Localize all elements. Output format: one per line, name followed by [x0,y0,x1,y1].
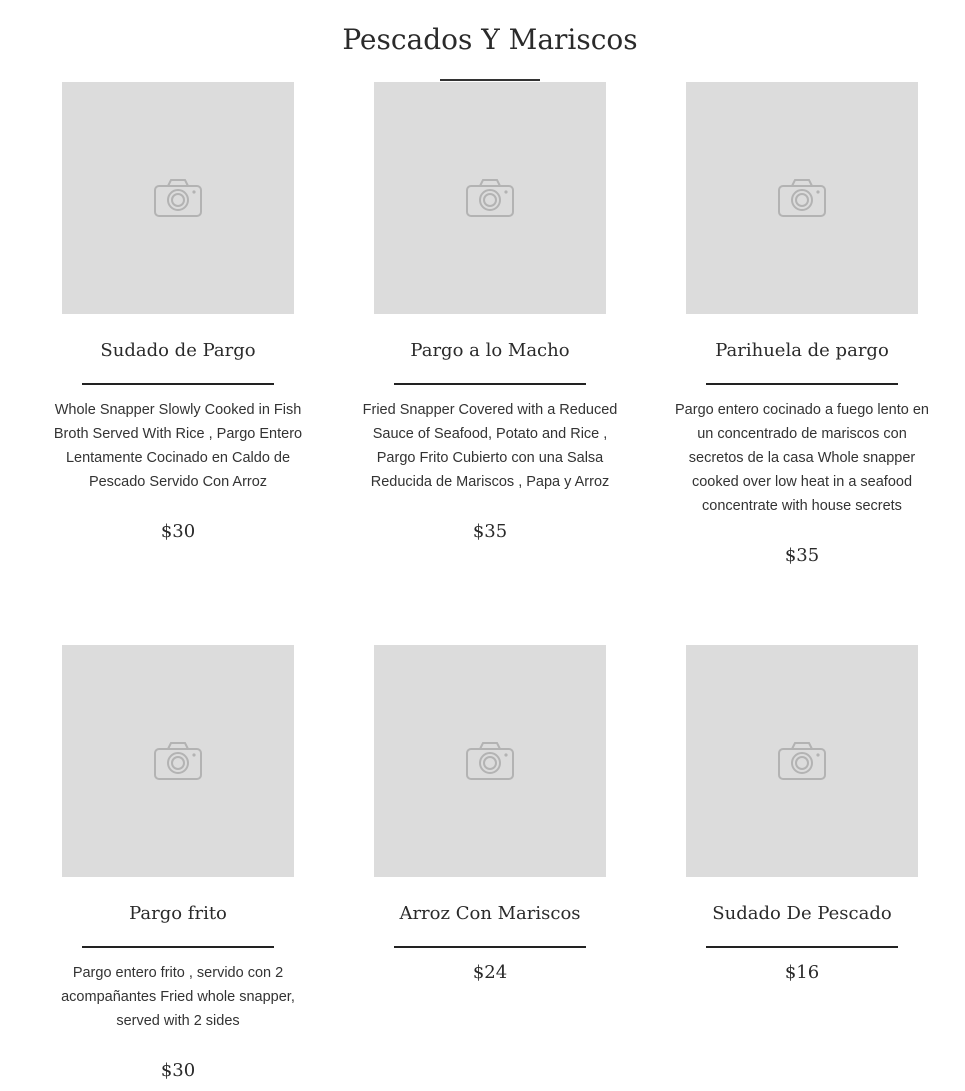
item-description: Whole Snapper Slowly Cooked in Fish Broth Served With Rice , Pargo Entero Lentamente Cocinado en Caldo de Pescado Servido Con Arroz [53,402,303,490]
item-price: $35 [784,545,820,566]
item-price: $30 [160,1060,196,1081]
item-name[interactable]: Parihuela de pargo [715,340,889,361]
camera-icon [777,741,827,781]
item-divider [82,383,274,385]
item-image-placeholder[interactable] [374,645,606,877]
item-name[interactable]: Pargo frito [129,903,227,924]
title-divider [440,79,540,81]
item-name[interactable]: Sudado de Pargo [100,340,256,361]
camera-icon [465,178,515,218]
camera-icon [465,741,515,781]
item-name[interactable]: Sudado De Pescado [712,903,892,924]
item-description: Fried Snapper Covered with a Reduced Sauce of Seafood, Potato and Rice , Pargo Frito Cubierto con una Salsa Reducida de Mariscos , Papa y Arroz [362,402,618,490]
item-divider [394,383,586,385]
item-divider [82,946,274,948]
item-price: $16 [784,962,820,983]
item-divider [706,383,898,385]
item-image-placeholder[interactable] [686,645,918,877]
camera-icon [153,741,203,781]
item-name[interactable]: Arroz Con Mariscos [399,903,581,924]
item-description: Pargo entero frito , servido con 2 acompañantes Fried whole snapper, served with 2 sides [61,965,295,1029]
item-description: Pargo entero cocinado a fuego lento en un concentrado de mariscos con secretos de la casa Whole snapper cooked over low heat in a seafood concentrate with house secrets [675,402,929,514]
item-image-placeholder[interactable] [686,82,918,314]
item-price: $35 [472,521,508,542]
section-title: Pescados Y Mariscos [342,23,638,56]
item-divider [706,946,898,948]
item-image-placeholder[interactable] [62,82,294,314]
item-price: $24 [472,962,508,983]
camera-icon [153,178,203,218]
item-price: $30 [160,521,196,542]
camera-icon [777,178,827,218]
item-divider [394,946,586,948]
item-image-placeholder[interactable] [62,645,294,877]
item-name[interactable]: Pargo a lo Macho [410,340,570,361]
item-image-placeholder[interactable] [374,82,606,314]
